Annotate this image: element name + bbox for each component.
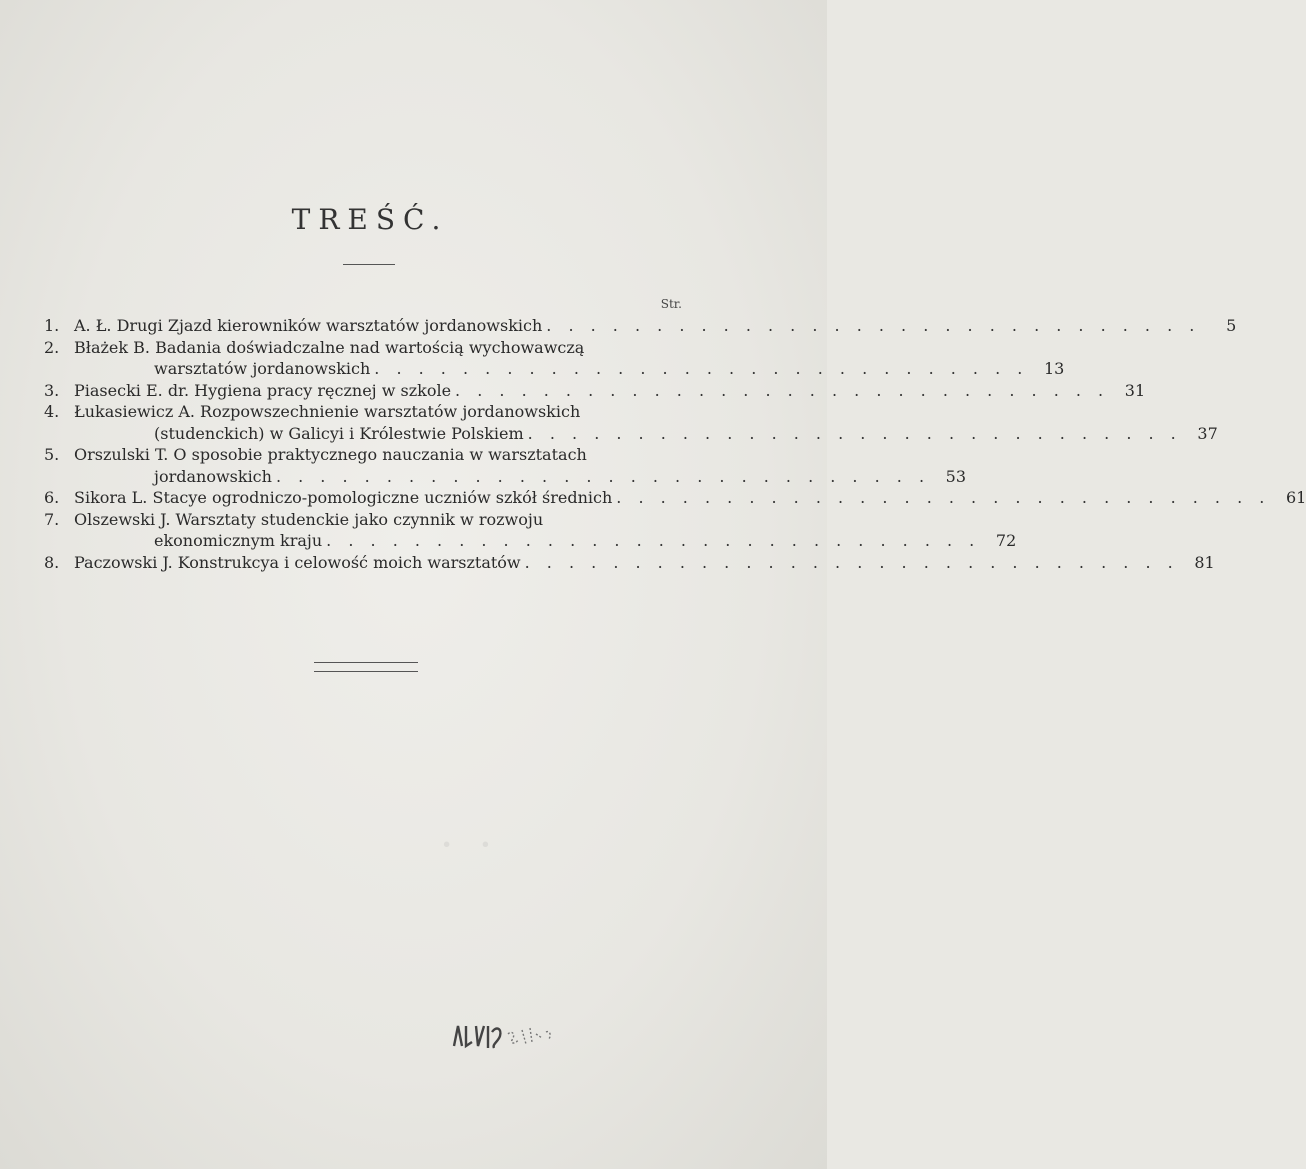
toc-entry-number: 1. <box>44 316 60 335</box>
toc-entry-text: A. Ł. Drugi Zjazd kierowników warsztatów jordanowskich <box>74 316 543 335</box>
toc-entry <box>44 487 1306 509</box>
leader-dots: . . . . . . . . . . . . . . . . . . . . . . . . . . . . . . <box>455 380 1110 400</box>
toc-entry-text: Olszewski J. Warsztaty studenckie jako czynnik w rozwoju <box>74 509 544 529</box>
leader-dots: . . . . . . . . . . . . . . . . . . . . . . . . . . . . . . <box>374 359 1029 378</box>
toc-entry-line <box>74 401 684 423</box>
ink-stamp <box>448 1012 568 1062</box>
toc-entry-line <box>74 530 1017 552</box>
page-title: TREŚĆ. <box>291 203 449 236</box>
toc-entry <box>44 444 967 487</box>
toc-entry <box>44 552 1215 574</box>
toc-entry-text: Paczowski J. Konstrukcya i celowość moich warsztatów <box>74 552 521 572</box>
toc-entry-line <box>74 466 967 488</box>
leader-dots: . . . . . . . . . . . . . . . . . . . . . . . . . . . . . . <box>546 316 1201 335</box>
toc-entry-line <box>74 509 684 531</box>
leader-dots: . . . . . . . . . . . . . . . . . . . . . . . . . . . . . . <box>527 423 1182 443</box>
toc-entry <box>44 401 1218 444</box>
toc-entry-line <box>74 315 1237 337</box>
toc-entry-line <box>74 337 684 359</box>
toc-entry-text: warsztatów jordanowskich <box>154 359 371 378</box>
page-column-label: Str. <box>660 297 682 311</box>
leader-dots: . . . . . . . . . . . . . . . . . . . . . . . . . . . . . . <box>524 552 1179 572</box>
toc-entry-page: 81 <box>1194 552 1215 572</box>
end-divider <box>314 662 418 680</box>
toc-entry <box>44 380 1146 402</box>
toc-entry-number: 8. <box>44 552 60 572</box>
toc-entry-text: Orszulski T. O sposobie praktycznego nauczania w warsztatach <box>74 445 587 464</box>
toc-entry-text: Piasecki E. dr. Hygiena pracy ręcznej w szkole <box>74 380 452 400</box>
toc-entry-line <box>74 444 684 466</box>
title-divider <box>343 264 395 265</box>
table-of-contents <box>44 315 1306 573</box>
toc-entry-line <box>74 552 1215 574</box>
bleed-through-mark: · · <box>440 820 499 869</box>
toc-entry-line <box>74 358 1065 380</box>
toc-entry-page: 61 <box>1286 488 1306 507</box>
toc-entry-text: Sikora L. Stacye ogrodniczo-pomologiczne uczniów szkół średnich <box>74 488 613 507</box>
toc-entry-line <box>74 380 1146 402</box>
leader-dots: . . . . . . . . . . . . . . . . . . . . . . . . . . . . . . <box>326 531 981 550</box>
leader-dots: . . . . . . . . . . . . . . . . . . . . . . . . . . . . . . <box>275 466 931 486</box>
toc-entry-page: 72 <box>995 531 1017 550</box>
toc-entry-page: 37 <box>1197 423 1218 443</box>
toc-entry-text: (studenckich) w Galicyi i Królestwie Polskiem <box>154 423 524 443</box>
toc-entry-page: 5 <box>1226 316 1237 335</box>
toc-entry-number: 2. <box>44 337 60 357</box>
toc-entry <box>44 315 1237 337</box>
toc-entry-text: ekonomicznym kraju <box>154 531 323 550</box>
toc-entry-page: 53 <box>945 466 967 486</box>
toc-entry <box>44 337 1065 380</box>
leader-dots: . . . . . . . . . . . . . . . . . . . . . . . . . . . . . . <box>616 488 1271 507</box>
toc-entry-line <box>74 423 1218 445</box>
toc-entry-page: 13 <box>1044 359 1065 378</box>
toc-entry-number: 3. <box>44 380 60 400</box>
toc-entry-line <box>74 487 1306 509</box>
toc-entry-text: Błażek B. Badania doświadczalne nad wartością wychowawczą <box>74 337 585 357</box>
toc-entry-number: 6. <box>44 488 60 507</box>
toc-entry-number: 5. <box>44 445 60 464</box>
toc-entry <box>44 509 1017 552</box>
toc-entry-page: 31 <box>1124 380 1146 400</box>
toc-entry-number: 4. <box>44 402 60 421</box>
toc-entry-number: 7. <box>44 509 60 529</box>
toc-entry-text: jordanowskich <box>154 466 272 486</box>
toc-entry-text: Łukasiewicz A. Rozpowszechnienie warsztatów jordanowskich <box>74 402 581 421</box>
